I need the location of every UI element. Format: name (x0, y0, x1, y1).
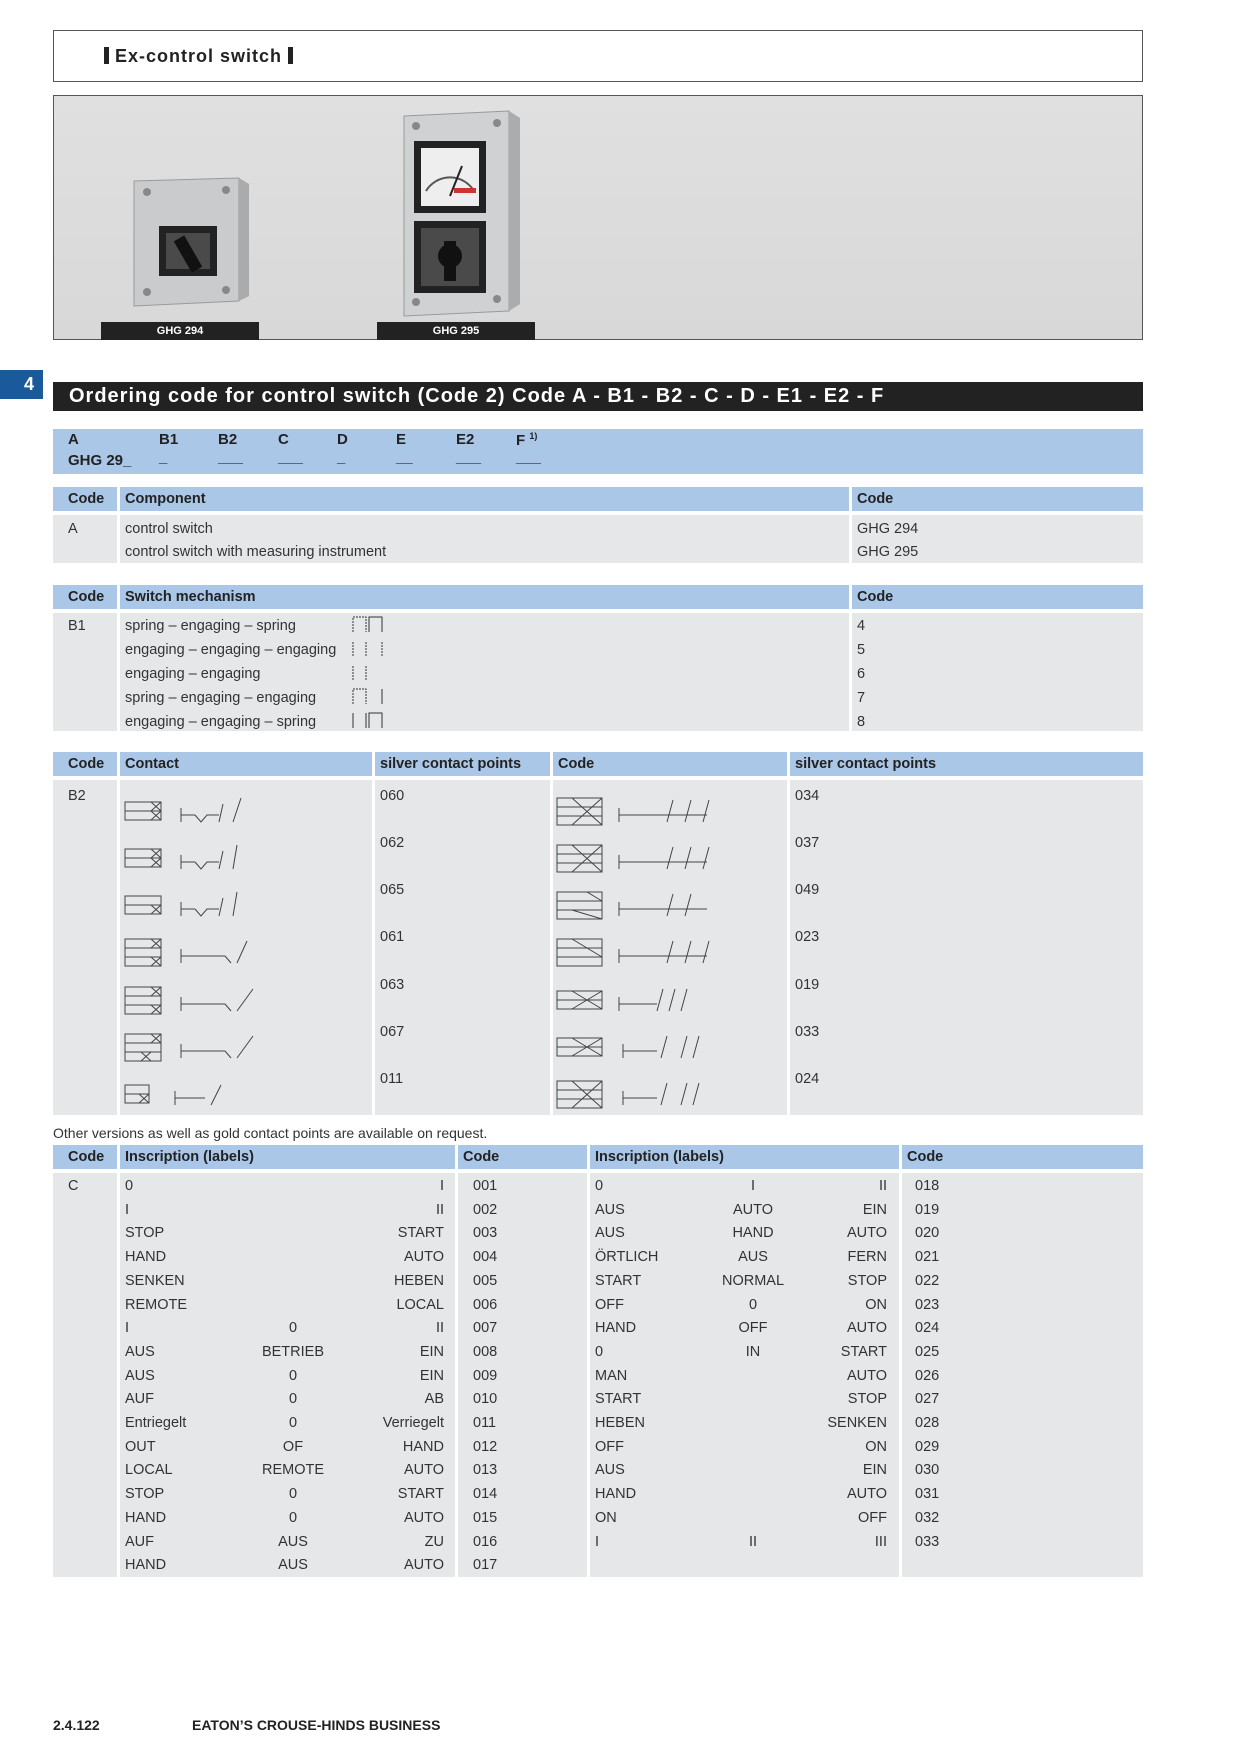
code-letter-e2: E2 (456, 431, 475, 448)
col-divider (899, 1145, 902, 1169)
contact-diagrams-left (121, 780, 369, 1115)
inscription-code: 002 (473, 1201, 498, 1218)
mechanism-code: 5 (857, 642, 866, 658)
footnote-marker: 1) (529, 431, 538, 441)
contact-code: 037 (795, 835, 820, 851)
inscription-label-right: SENKEN (827, 1415, 887, 1431)
inscription-label-middle: BETRIEB (261, 1343, 325, 1360)
inscription-label-left: AUF (125, 1533, 154, 1550)
col-divider (550, 752, 553, 776)
code-blank-c: ___ (278, 449, 304, 466)
chapter-tab: 4 (0, 370, 43, 399)
contact-table-body (53, 780, 1143, 1115)
code-letter-c: C (278, 431, 289, 448)
inscription-label-middle: II (748, 1533, 758, 1550)
inscription-code: 023 (915, 1296, 940, 1313)
code-letter-d: D (337, 431, 348, 448)
header-inscription-right: Inscription (labels) (595, 1149, 724, 1165)
inscription-code: 028 (915, 1415, 940, 1431)
inscription-label-left: 0 (125, 1178, 134, 1194)
contact-code: 023 (795, 929, 820, 945)
inscription-code: 005 (473, 1272, 498, 1289)
inscription-label-right: HEBEN (394, 1272, 444, 1289)
inscription-label-middle: AUS (738, 1249, 768, 1266)
inscription-code: 031 (915, 1486, 940, 1503)
inscription-label-left: I (125, 1320, 130, 1337)
inscription-label-middle: NORMAL (721, 1272, 785, 1289)
mechanism-desc: spring – engaging – engaging (125, 690, 317, 706)
mechanism-code: 8 (857, 714, 866, 730)
inscription-label-right: EIN (862, 1462, 887, 1479)
inscription-label-right: AUTO (403, 1462, 444, 1479)
header-component: Component (125, 491, 206, 507)
inscription-label-right: START (397, 1486, 444, 1503)
code-letter-e: E (396, 431, 407, 448)
inscription-label-middle: 0 (288, 1509, 298, 1526)
inscription-label-middle: REMOTE (261, 1462, 325, 1479)
inscription-label-middle: OF (282, 1438, 304, 1455)
inscription-label-right: III (874, 1533, 887, 1550)
inscription-label-right: AUTO (846, 1367, 887, 1384)
component-desc: control switch (125, 521, 213, 537)
inscription-label-right: OFF (858, 1509, 887, 1526)
header-contact: Contact (125, 756, 179, 772)
inscription-label-left: I (595, 1533, 600, 1550)
inscription-label-left: LOCAL (125, 1462, 173, 1479)
contact-code: 034 (795, 788, 820, 804)
inscription-table-header (53, 1145, 1143, 1169)
inscription-label-middle: 0 (288, 1486, 298, 1503)
contact-code: 063 (380, 977, 405, 993)
inscription-code: 032 (915, 1509, 940, 1526)
inscription-label-right: ON (865, 1296, 887, 1313)
inscription-label-left: HAND (595, 1486, 637, 1503)
inscription-label-left: 0 (595, 1343, 604, 1360)
header-silver-contact-points: silver contact points (380, 756, 522, 772)
contact-code: 060 (380, 788, 405, 804)
contact-code: 065 (380, 882, 405, 898)
header-code: Code (68, 756, 105, 772)
component-code: GHG 294 (857, 521, 919, 537)
inscription-label-left: STOP (125, 1486, 165, 1503)
inscription-code: 026 (915, 1367, 940, 1384)
component-desc: control switch with measuring instrument (125, 544, 387, 560)
code-letter-f (516, 431, 537, 449)
inscription-label-right: I (439, 1178, 444, 1194)
col-divider (117, 613, 120, 731)
inscription-label-left: START (595, 1391, 642, 1408)
component-table-header (53, 487, 1143, 511)
inscription-code: 018 (915, 1178, 940, 1194)
inscription-label-right: AUTO (403, 1509, 444, 1526)
code-blank-b1: _ (159, 449, 168, 466)
header-silver-contact-points-right: silver contact points (795, 756, 937, 772)
inscription-code: 008 (473, 1343, 498, 1360)
ordering-code-bar (53, 429, 1143, 474)
contact-code: 067 (380, 1024, 405, 1040)
header-switch-mechanism: Switch mechanism (125, 589, 256, 605)
code-letter-a: A (68, 431, 79, 448)
header-code-mid: Code (463, 1149, 500, 1165)
col-divider (117, 487, 120, 511)
inscription-label-left: STOP (125, 1225, 165, 1242)
inscription-code: 033 (915, 1533, 940, 1550)
inscription-label-right: AUTO (403, 1557, 444, 1574)
inscription-label-left: I (125, 1201, 130, 1218)
contact-code: 061 (380, 929, 405, 945)
inscription-label-left: REMOTE (125, 1296, 188, 1313)
col-divider (117, 780, 120, 1115)
footer-page-number: 2.4.122 (53, 1717, 100, 1733)
inscription-label-left: AUS (125, 1367, 155, 1384)
inscription-label-right: START (397, 1225, 444, 1242)
ghg295-enclosure (404, 111, 520, 316)
product-photo-panel (53, 95, 1143, 340)
code-blank-b2: ___ (218, 449, 244, 466)
inscription-label-right: ON (865, 1438, 887, 1455)
inscription-label-right: STOP (847, 1391, 887, 1408)
inscription-label-left: AUS (125, 1343, 155, 1360)
inscription-label-left: HEBEN (595, 1415, 645, 1431)
inscription-label-middle: AUS (278, 1557, 308, 1574)
mechanism-desc: engaging – engaging – engaging (125, 642, 337, 658)
mechanism-table-header (53, 585, 1143, 609)
inscription-label-left: HAND (125, 1557, 167, 1574)
inscription-label-left: ÖRTLICH (595, 1249, 659, 1266)
inscription-code: 014 (473, 1486, 498, 1503)
code-blank-e: __ (396, 449, 413, 466)
inscription-table-body (53, 1173, 1143, 1577)
inscription-label-middle: 0 (288, 1320, 298, 1337)
inscription-label-right: HAND (402, 1438, 444, 1455)
inscription-code: 020 (915, 1225, 940, 1242)
contact-diagrams-right (553, 780, 785, 1115)
col-divider (587, 1173, 590, 1577)
inscription-code: 024 (915, 1320, 940, 1337)
header-code: Code (68, 491, 105, 507)
inscription-label-left: AUF (125, 1391, 154, 1408)
col-divider (372, 780, 375, 1115)
inscription-code: 013 (473, 1462, 498, 1479)
code-letter-b2: B2 (218, 431, 238, 448)
inscription-label-left: START (595, 1272, 642, 1289)
code-blank-d: _ (337, 449, 346, 466)
inscription-code: 012 (473, 1438, 498, 1455)
group-code-a: A (68, 521, 78, 537)
col-divider (787, 780, 790, 1115)
inscription-label-middle: AUTO (732, 1201, 774, 1218)
inscription-label-left: SENKEN (125, 1272, 185, 1289)
inscription-label-left: OFF (595, 1296, 624, 1313)
component-table-body (53, 515, 1143, 563)
header-code-right: Code (907, 1149, 944, 1165)
inscription-label-middle: 0 (288, 1415, 298, 1431)
inscription-label-right: AUTO (846, 1320, 887, 1337)
inscription-label-right: EIN (862, 1201, 887, 1218)
inscription-code: 006 (473, 1296, 498, 1313)
inscription-code: 001 (473, 1178, 498, 1194)
mechanism-desc: engaging – engaging (125, 666, 261, 682)
col-divider (117, 515, 120, 563)
inscription-code: 017 (473, 1557, 498, 1574)
inscription-code: 011 (473, 1415, 497, 1431)
code-prefix: GHG 29_ (68, 452, 132, 469)
mechanism-code: 4 (857, 618, 866, 634)
col-divider (849, 515, 852, 563)
contact-code: 019 (795, 977, 820, 993)
contact-code: 011 (380, 1071, 404, 1087)
page-header (53, 30, 1143, 82)
inscription-label-right: II (878, 1178, 887, 1194)
inscription-label-left: OFF (595, 1438, 624, 1455)
inscription-label-right: ZU (424, 1533, 444, 1550)
inscription-label-middle: I (750, 1178, 756, 1194)
inscription-label-right: AB (424, 1391, 444, 1408)
col-divider (849, 487, 852, 511)
inscription-label-left: HAND (125, 1249, 167, 1266)
photo-caption-ghg294: GHG 294 (101, 322, 259, 340)
header-code: Code (68, 1149, 105, 1165)
title-bar-right (288, 47, 293, 64)
contact-note: Other versions as well as gold contact points are available on request. (53, 1125, 488, 1141)
contact-code: 049 (795, 882, 820, 898)
inscription-code: 030 (915, 1462, 940, 1479)
inscription-label-left: MAN (595, 1367, 628, 1384)
inscription-label-right: EIN (419, 1367, 444, 1384)
code-blank-f: ___ (516, 449, 542, 466)
inscription-label-left: AUS (595, 1462, 625, 1479)
inscription-code: 015 (473, 1509, 498, 1526)
photo-caption-ghg295: GHG 295 (377, 322, 535, 340)
inscription-code: 022 (915, 1272, 940, 1289)
code-letter-b1: B1 (159, 431, 179, 448)
mechanism-desc: engaging – engaging – spring (125, 714, 317, 730)
product-illustration (54, 96, 1142, 339)
inscription-label-right: AUTO (846, 1486, 887, 1503)
inscription-label-right: EIN (419, 1343, 444, 1360)
header-title: Ex-control switch (115, 46, 283, 66)
title-bar-left (104, 47, 109, 64)
inscription-code: 019 (915, 1201, 940, 1218)
section-title: Ordering code for control switch (Code 2) Code A - B1 - B2 - C - D - E1 - E2 - F (53, 382, 1143, 411)
col-divider (117, 1145, 120, 1169)
col-divider (787, 752, 790, 776)
group-code-b2: B2 (68, 788, 86, 804)
inscription-label-middle: OFF (738, 1320, 768, 1337)
inscription-label-right: FERN (847, 1249, 887, 1266)
inscription-label-middle: 0 (748, 1296, 758, 1313)
header-inscription: Inscription (labels) (125, 1149, 254, 1165)
inscription-label-left: 0 (595, 1178, 604, 1194)
inscription-code: 004 (473, 1249, 498, 1266)
contact-code: 033 (795, 1024, 820, 1040)
mechanism-table-body (53, 613, 1143, 731)
contact-code: 062 (380, 835, 405, 851)
inscription-label-right: LOCAL (396, 1296, 444, 1313)
inscription-label-left: OUT (125, 1438, 156, 1455)
inscription-label-middle: AUS (278, 1533, 308, 1550)
contact-table-header (53, 752, 1143, 776)
header-code-right: Code (857, 589, 894, 605)
inscription-label-middle: HAND (732, 1225, 774, 1242)
mechanism-symbols (351, 613, 391, 731)
inscription-code: 003 (473, 1225, 498, 1242)
inscription-label-left: Entriegelt (125, 1415, 187, 1431)
inscription-code: 009 (473, 1367, 498, 1384)
col-divider (849, 613, 852, 731)
component-code: GHG 295 (857, 544, 919, 560)
group-code-c: C (68, 1178, 79, 1194)
inscription-code: 029 (915, 1438, 940, 1455)
footer-company: EATON’S CROUSE-HINDS BUSINESS (192, 1717, 441, 1733)
inscription-code: 010 (473, 1391, 498, 1408)
col-divider (455, 1173, 458, 1577)
inscription-label-right: STOP (847, 1272, 887, 1289)
inscription-label-right: Verriegelt (382, 1415, 444, 1431)
group-code-b1: B1 (68, 618, 86, 634)
inscription-label-right: II (435, 1201, 444, 1218)
col-divider (117, 1173, 120, 1577)
inscription-code: 025 (915, 1343, 940, 1360)
col-divider (849, 585, 852, 609)
inscription-label-middle: 0 (288, 1391, 298, 1408)
mechanism-code: 6 (857, 666, 866, 682)
inscription-label-right: START (840, 1343, 887, 1360)
col-divider (899, 1173, 902, 1577)
header-code-right: Code (857, 491, 894, 507)
inscription-code: 021 (915, 1249, 940, 1266)
inscription-label-left: HAND (125, 1509, 167, 1526)
col-divider (455, 1145, 458, 1169)
inscription-label-middle: IN (745, 1343, 761, 1360)
inscription-code: 016 (473, 1533, 498, 1550)
ghg294-enclosure (134, 178, 249, 306)
header-title-wrap (98, 46, 299, 67)
col-divider (117, 752, 120, 776)
contact-code: 024 (795, 1071, 820, 1087)
header-code: Code (68, 589, 105, 605)
inscription-label-left: AUS (595, 1225, 625, 1242)
inscription-label-right: AUTO (403, 1249, 444, 1266)
code-blank-e2: ___ (456, 449, 482, 466)
inscription-label-left: ON (595, 1509, 617, 1526)
inscription-label-middle: 0 (288, 1367, 298, 1384)
col-divider (372, 752, 375, 776)
header-code-right: Code (558, 756, 595, 772)
code-letter-f-text: F (516, 432, 526, 449)
mechanism-desc: spring – engaging – spring (125, 618, 296, 634)
inscription-label-left: AUS (595, 1201, 625, 1218)
inscription-label-right: AUTO (846, 1225, 887, 1242)
inscription-code: 007 (473, 1320, 498, 1337)
inscription-code: 027 (915, 1391, 940, 1408)
col-divider (117, 585, 120, 609)
mechanism-code: 7 (857, 690, 866, 706)
col-divider (587, 1145, 590, 1169)
inscription-label-right: II (435, 1320, 444, 1337)
inscription-label-left: HAND (595, 1320, 637, 1337)
